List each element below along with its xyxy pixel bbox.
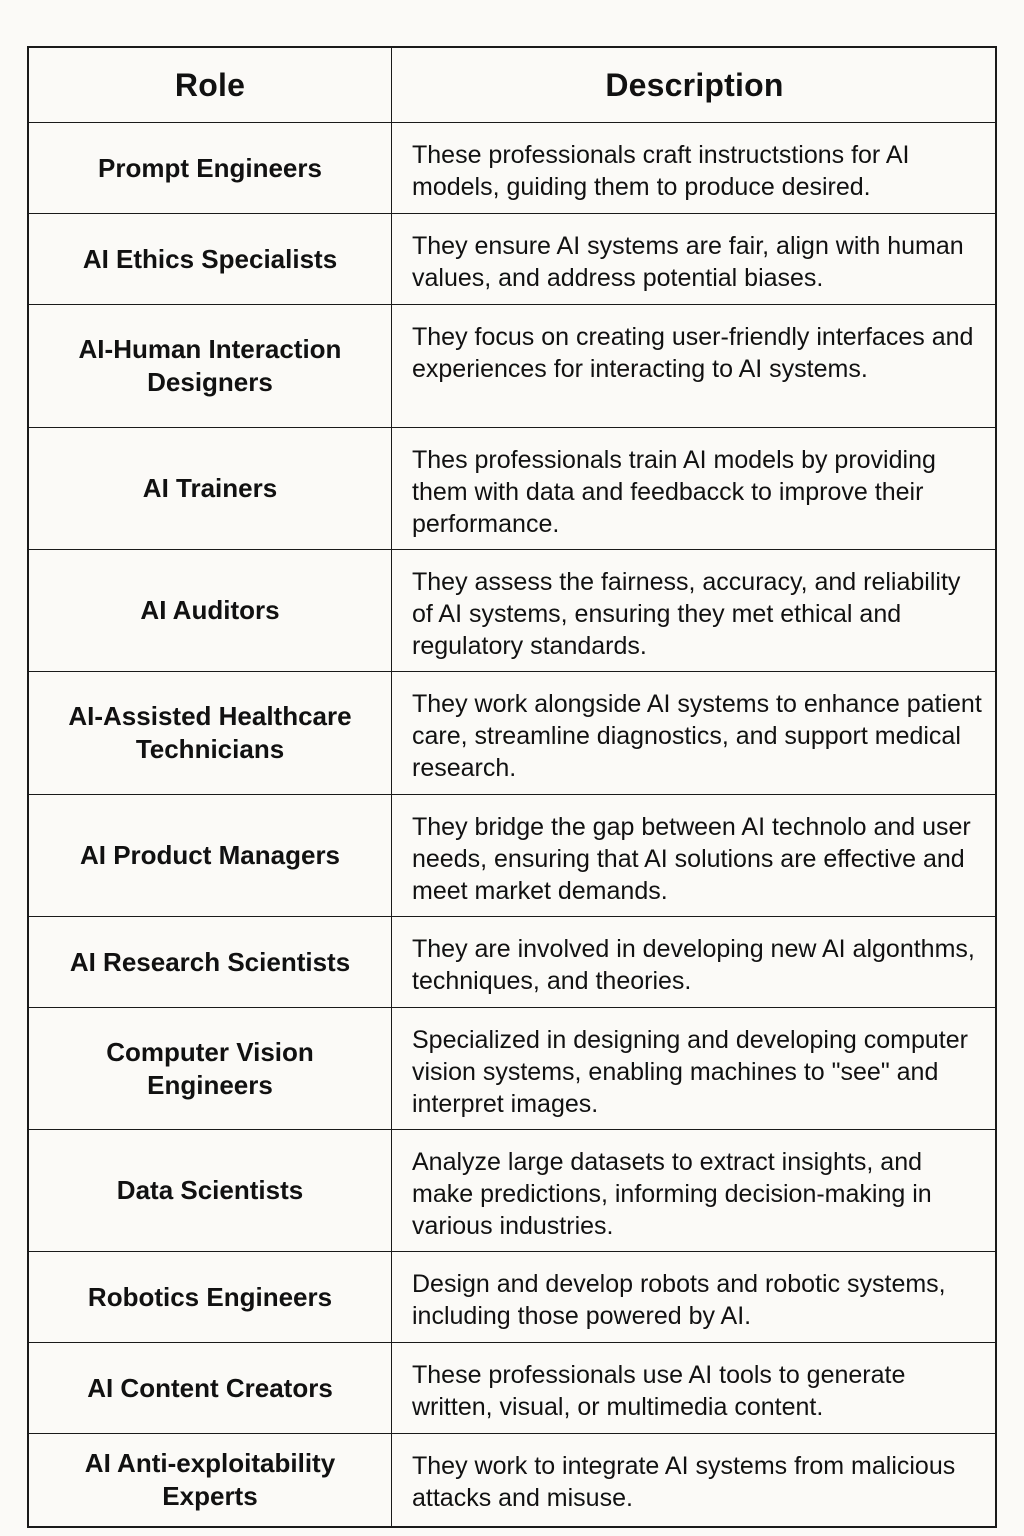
roles-table — [27, 46, 997, 1528]
description-text: These professionals use AI tools to generate written, visual, or multimedia content. — [412, 1361, 906, 1421]
description-text: They focus on creating user-friendly interfaces and experiences for interacting to AI systems. — [412, 323, 974, 383]
description-text: They bridge the gap between AI technolo and user needs, ensuring that AI solutions are effective and meet market demands. — [412, 813, 971, 905]
role-cell: AI Auditors — [29, 550, 392, 672]
description-text: They assess the fairness, accuracy, and reliability of AI systems, ensuring they met ethical and regulatory standards. — [412, 568, 961, 660]
role-cell: AI Research Scientists — [29, 917, 392, 1008]
role-cell: Prompt Engineers — [29, 123, 392, 214]
role-cell: AI Trainers — [29, 428, 392, 550]
description-cell — [392, 1130, 997, 1252]
description-cell — [392, 672, 997, 795]
description-cell — [392, 1008, 997, 1130]
header-description: Description — [392, 48, 997, 123]
description-text: They work alongside AI systems to enhance patient care, streamline diagnostics, and support medical research. — [412, 690, 982, 782]
description-text: They are involved in developing new AI algonthms, techniques, and theories. — [412, 935, 975, 995]
description-cell — [392, 795, 997, 917]
role-cell: AI Ethics Specialists — [29, 214, 392, 305]
header-role: Role — [29, 48, 392, 123]
description-cell — [392, 1434, 997, 1526]
description-cell — [392, 214, 997, 305]
description-text: They ensure AI systems are fair, align with human values, and address potential biases. — [412, 232, 964, 292]
description-cell — [392, 123, 997, 214]
role-cell: Robotics Engineers — [29, 1252, 392, 1343]
description-text: Specialized in designing and developing computer vision systems, enabling machines to "see" and interpret images. — [412, 1026, 968, 1118]
description-text: Analyze large datasets to extract insights, and make predictions, informing decision-making in various industries. — [412, 1148, 932, 1240]
role-cell: Computer Vision Engineers — [29, 1008, 392, 1130]
description-cell — [392, 917, 997, 1008]
description-cell — [392, 1343, 997, 1434]
description-text: Design and develop robots and robotic systems, including those powered by AI. — [412, 1270, 946, 1330]
role-cell: AI Content Creators — [29, 1343, 392, 1434]
role-cell: AI-Human Interaction Designers — [29, 305, 392, 428]
description-text: These professionals craft instructstions for AI models, guiding them to produce desired. — [412, 141, 910, 201]
role-cell: Data Scientists — [29, 1130, 392, 1252]
description-cell — [392, 305, 997, 428]
description-text: They work to integrate AI systems from malicious attacks and misuse. — [412, 1452, 956, 1512]
description-cell — [392, 428, 997, 550]
role-cell: AI Anti-exploitability Experts — [29, 1434, 392, 1526]
description-text: Thes professionals train AI models by providing them with data and feedbacck to improve their performance. — [412, 446, 936, 538]
description-cell — [392, 550, 997, 672]
role-cell: AI-Assisted Healthcare Technicians — [29, 672, 392, 795]
role-cell: AI Product Managers — [29, 795, 392, 917]
description-cell — [392, 1252, 997, 1343]
